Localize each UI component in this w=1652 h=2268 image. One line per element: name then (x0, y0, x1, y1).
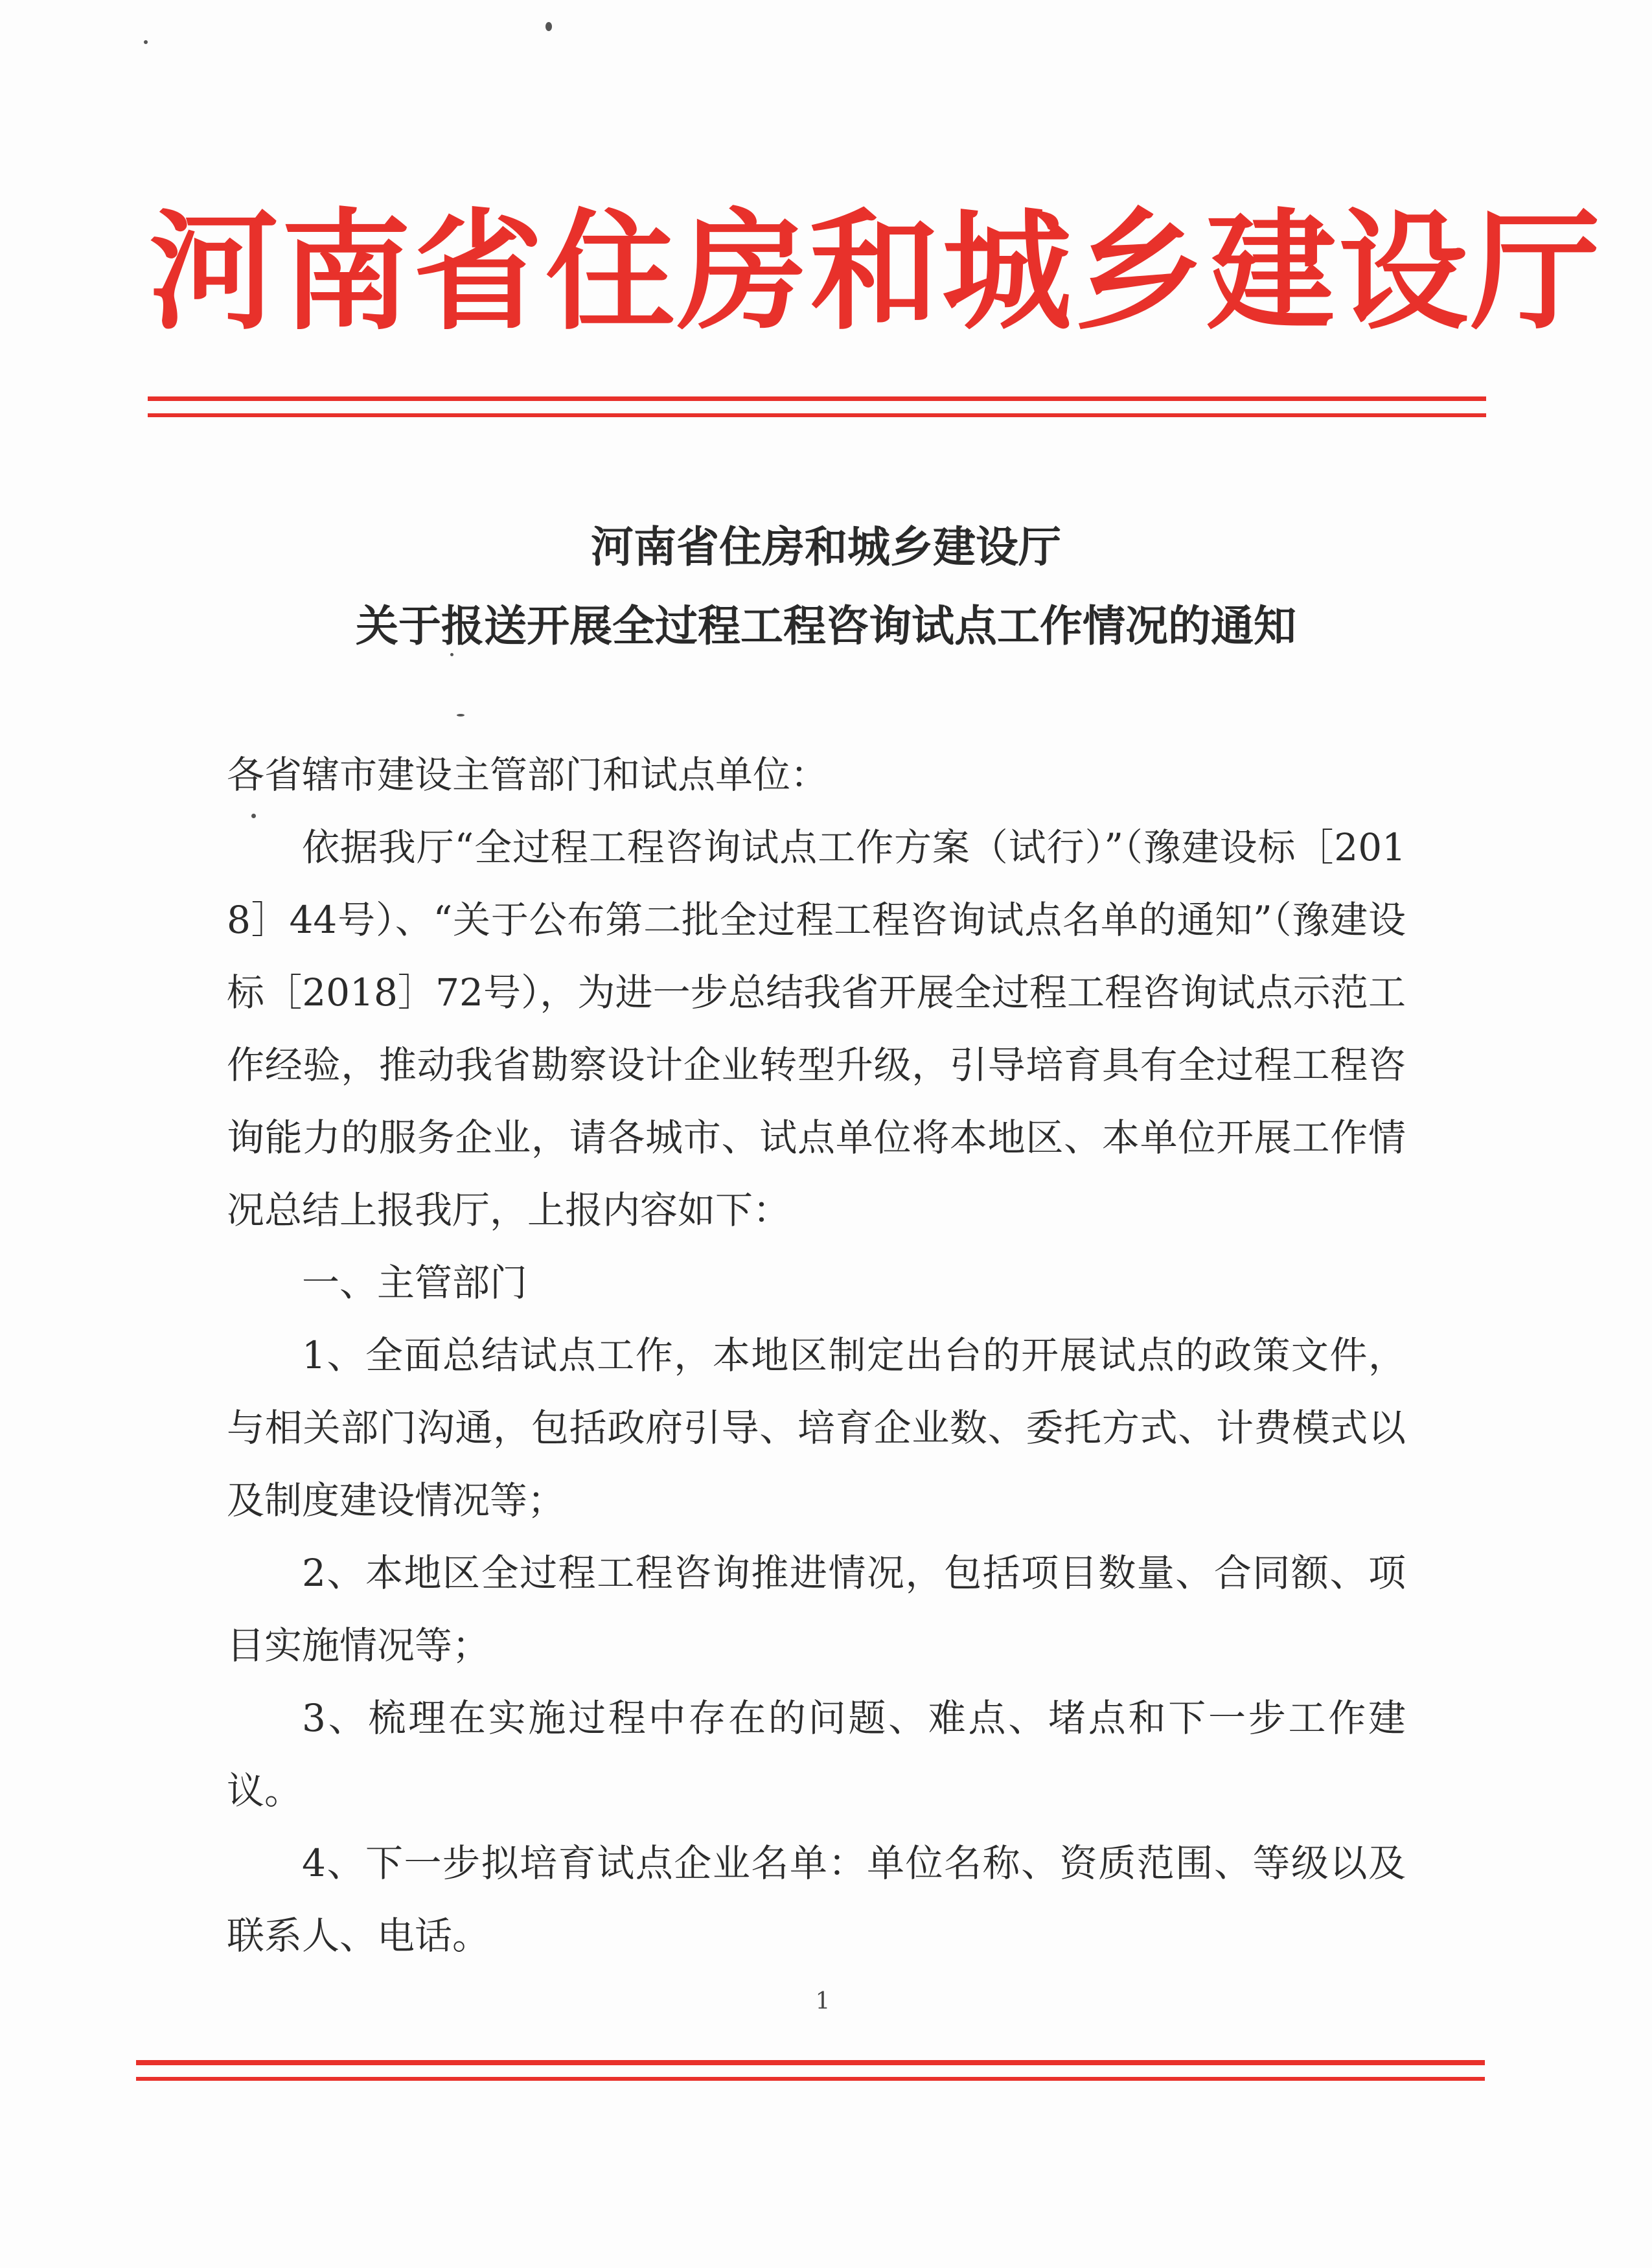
intro-paragraph: 依据我厅“全过程工程咨询试点工作方案（试行）”（豫建设标［2018］44号）、“关于公布第二批全过程工程咨询试点名单的通知”（豫建设标［2018］72号），为进一步总结我省开展全过程工程咨询试点示范工作经验，推动我省勘察设计企业转型升级，引导培育具有全过程工程咨询能力的服务企业，请各城市、试点单位将本地区、本单位开展工作情况总结上报我厅，上报内容如下： (227, 825, 1406, 1232)
letterhead-org-name: 河南省住房和城乡建设厅 (149, 196, 1603, 348)
salutation: 各省辖市建设主管部门和试点单位： (227, 753, 829, 797)
list-item: 4、下一步拟培育试点企业名单：单位名称、资质范围、等级以及联系人、电话。 (227, 1841, 1406, 1958)
list-item: 1、全面总结试点工作，本地区制定出台的开展试点的政策文件，与相关部门沟通，包括政府引导、培育企业数、委托方式、计费模式以及制度建设情况等； (227, 1333, 1406, 1522)
scan-speck (545, 22, 552, 31)
scan-speck (450, 653, 453, 656)
letterhead-rule-thin (148, 413, 1486, 417)
document-title-line-1: 河南省住房和城乡建设厅 (591, 522, 1061, 572)
scan-speck (144, 40, 148, 44)
scan-speck (251, 814, 256, 818)
list-item: 3、梳理在实施过程中存在的问题、难点、堵点和下一步工作建议。 (227, 1696, 1406, 1813)
footer-rule-thin (136, 2077, 1485, 2081)
letterhead-rule-thick (148, 396, 1486, 401)
footer-rule-thick (136, 2060, 1485, 2065)
section-heading: 一、主管部门 (302, 1261, 528, 1305)
document-title-line-2: 关于报送开展全过程工程咨询试点工作情况的通知 (356, 601, 1296, 651)
page-number: 1 (815, 1988, 831, 2015)
document-body (227, 739, 1406, 1972)
scan-speck (457, 714, 465, 716)
list-item: 2、本地区全过程工程咨询推进情况，包括项目数量、合同额、项目实施情况等； (227, 1551, 1406, 1667)
